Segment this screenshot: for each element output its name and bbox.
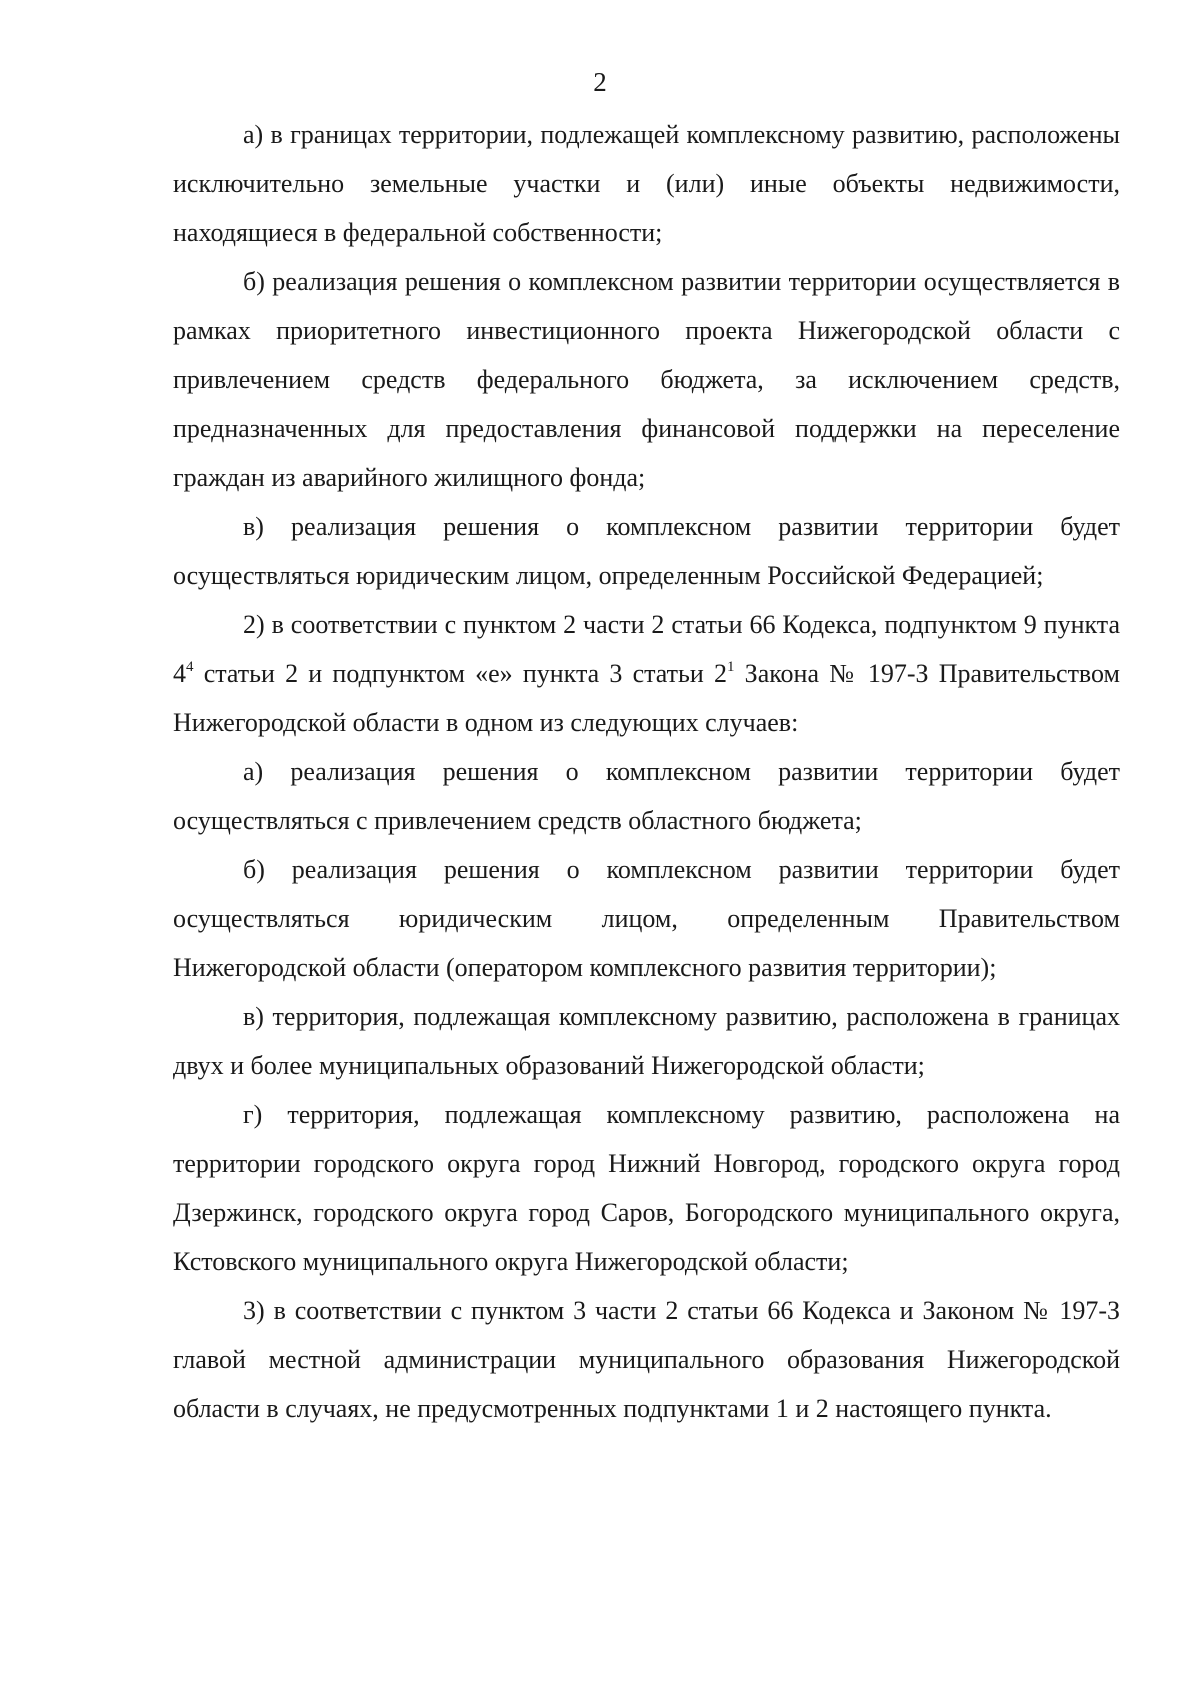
superscript-index: 1 xyxy=(726,659,735,675)
paragraph-local-administration: 3) в соответствии с пунктом 3 части 2 статьи 66 Кодекса и Законом № 197-З главой местной администрации муниципального образования Нижегородской области в случаях, не предусмотренных подпунктами 1 и 2 настоящего пункта. xyxy=(173,1296,1120,1423)
document-body xyxy=(173,110,1120,1433)
paragraph-regional-budget: а) реализация решения о комплексном развитии территории будет осуществляться с привлечением средств областного бюджета; xyxy=(173,757,1120,835)
paragraph-text-part: Закона № 197-З Правительством Нижегородской области в одном из следующих случаев: xyxy=(173,659,1120,737)
paragraph-multiple-municipalities: в) территория, подлежащая комплексному развитию, расположена в границах двух и более муниципальных образований Нижегородской области; xyxy=(173,1002,1120,1080)
paragraph-regional-operator: б) реализация решения о комплексном развитии территории будет осуществляться юридическим лицом, определенным Правительством Нижегородской области (оператором комплексного развития территории); xyxy=(173,855,1120,982)
paragraph-federal-entity: в) реализация решения о комплексном развитии территории будет осуществляться юридическим лицом, определенным Российской Федерацией; xyxy=(173,512,1120,590)
paragraph-listed-territories: г) территория, подлежащая комплексному развитию, расположена на территории городского округа город Нижний Новгород, городского округа город Дзержинск, городского округа город Саров, Богородского муниципального округа, Кстовского муниципального округа Нижегородской области; xyxy=(173,1100,1120,1276)
page-number: 2 xyxy=(593,67,607,97)
superscript-index: 4 xyxy=(186,659,194,675)
paragraph-text-part: статьи 2 и подпунктом «е» пункта 3 статьи 2 xyxy=(193,659,727,688)
paragraph-regional-government xyxy=(173,600,1120,747)
paragraph-priority-project: б) реализация решения о комплексном развитии территории осуществляется в рамках приоритетного инвестиционного проекта Нижегородской области с привлечением средств федерального бюджета, за исключением средств, предназначенных для предоставления финансовой поддержки на переселение граждан из аварийного жилищного фонда; xyxy=(173,267,1120,492)
paragraph-federal-property: а) в границах территории, подлежащей комплексному развитию, расположены исключительно земельные участки и (или) иные объекты недвижимости, находящиеся в федеральной собственности; xyxy=(173,120,1120,247)
paragraph-text-part: 2) в соответствии с пунктом 2 части 2 статьи 66 Кодекса, подпунктом 9 пункта 4 xyxy=(173,610,1120,688)
